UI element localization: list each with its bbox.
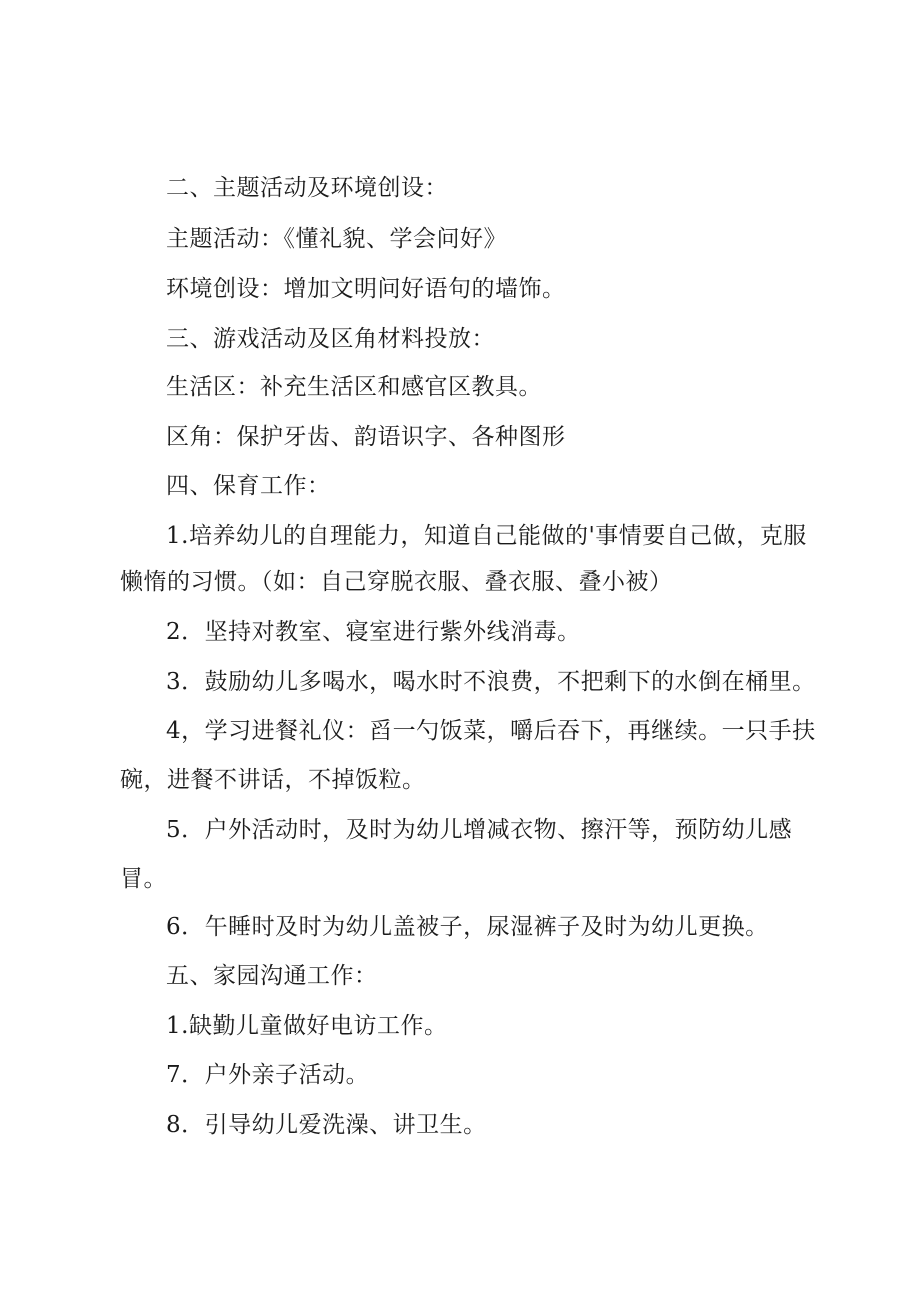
list-item-4-line-1: 4，学习进餐礼仪：舀一勺饭菜，嚼后吞下，再继续。一只手扶	[166, 718, 816, 744]
paragraph-environment: 环境创设：增加文明问好语句的墙饰。	[166, 276, 566, 302]
section-heading-games: 三、游戏活动及区角材料投放：	[166, 326, 495, 352]
list-item-8: 8．引导幼儿爱洗澡、讲卫生。	[166, 1112, 487, 1138]
list-item-4-line-2: 碗，进餐不讲话，不掉饭粒。	[120, 767, 426, 793]
paragraph-theme-activity: 主题活动：《懂礼貌、学会问好》	[166, 226, 507, 252]
list-item-absence: 1.缺勤儿童做好电访工作。	[166, 1013, 448, 1039]
section-heading-care: 四、保育工作：	[166, 473, 331, 499]
list-item-5-line-1: 5．户外活动时，及时为幼儿增减衣物、擦汗等，预防幼儿感	[166, 817, 793, 843]
list-item-5-line-2: 冒。	[120, 866, 167, 892]
list-item-3: 3．鼓励幼儿多喝水，喝水时不浪费，不把剩下的水倒在桶里。	[166, 669, 816, 695]
list-item-2: 2．坚持对教室、寝室进行紫外线消毒。	[166, 619, 581, 645]
section-heading-home-school: 五、家园沟通工作：	[166, 963, 378, 989]
list-item-6: 6．午睡时及时为幼儿盖被子，尿湿裤子及时为幼儿更换。	[166, 914, 769, 940]
section-heading-theme: 二、主题活动及环境创设：	[166, 175, 448, 201]
list-item-1-line-1: 1.培养幼儿的自理能力，知道自己能做的'事情要自己做，克服	[166, 523, 807, 549]
paragraph-life-area: 生活区：补充生活区和感官区教具。	[166, 374, 542, 400]
paragraph-corner-area: 区角：保护牙齿、韵语识字、各种图形	[166, 424, 566, 450]
list-item-1-line-2: 懒惰的习惯。（如：自己穿脱衣服、叠衣服、叠小被）	[120, 569, 673, 595]
list-item-7: 7．户外亲子活动。	[166, 1062, 370, 1088]
